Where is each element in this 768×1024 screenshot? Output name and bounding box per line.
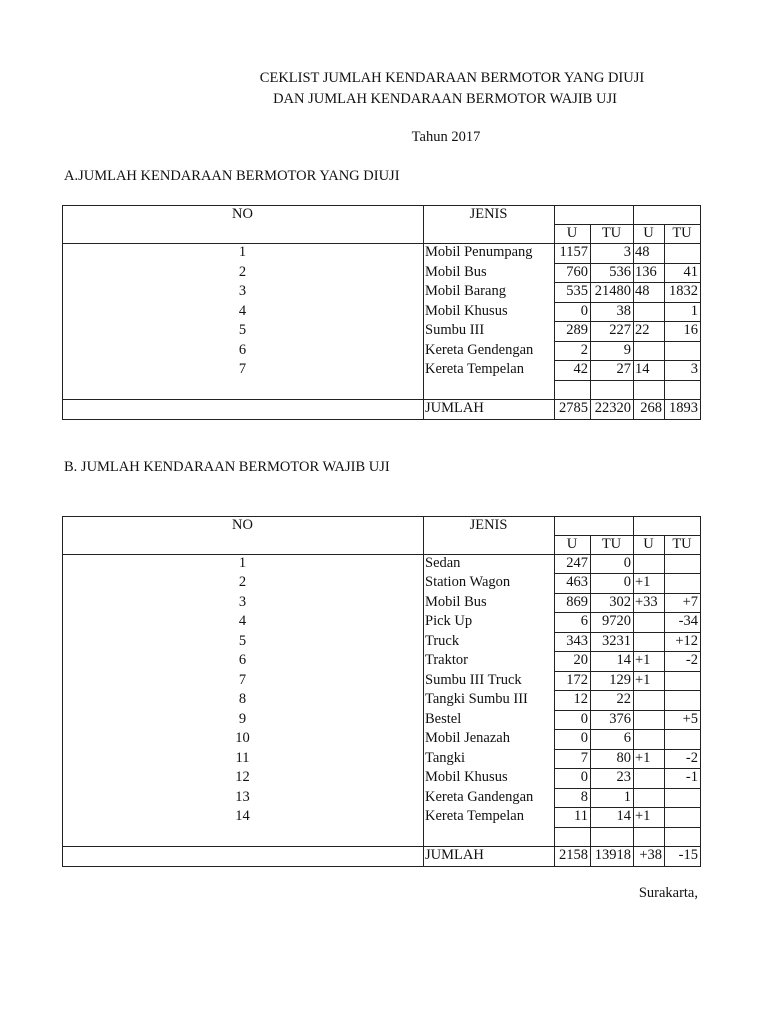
total-bln-u: 268: [640, 400, 662, 416]
subheader-u: U: [643, 535, 654, 552]
row-sd-tu: 21480: [594, 283, 631, 299]
row-bln-tu: 16: [683, 322, 698, 338]
row-jenis: Tangki Sumbu III: [425, 691, 528, 707]
row-sd-u: 20: [573, 652, 588, 668]
row-number: 3: [238, 593, 247, 610]
row-number: 5: [238, 632, 247, 649]
row-number: 11: [235, 749, 250, 766]
row-sd-tu: 22: [616, 691, 631, 707]
row-sd-u: 0: [580, 302, 588, 319]
footer-place: Surakarta,: [638, 885, 698, 901]
document-title-line2: DAN JUMLAH KENDARAAN BERMOTOR WAJIB UJI: [273, 91, 617, 107]
row-sd-u: 12: [573, 691, 588, 707]
row-sd-tu: 0: [623, 574, 631, 590]
row-number: 8: [238, 691, 247, 707]
row-bln-u: 48: [635, 244, 650, 260]
table-col-divider: [633, 516, 634, 866]
row-jenis: Sumbu III: [425, 322, 485, 338]
row-number: 6: [238, 652, 247, 668]
row-jenis: Mobil Bus: [425, 263, 487, 280]
row-sd-tu: 129: [609, 671, 631, 688]
row-jenis: Tangki: [425, 749, 466, 766]
row-number: 10: [235, 730, 250, 746]
table-border-right: [700, 516, 701, 866]
header-no: NO: [232, 206, 253, 222]
row-bln-tu: 41: [683, 263, 698, 280]
row-jenis: Mobil Bus: [425, 593, 487, 610]
table-col-divider: [664, 535, 665, 866]
total-bln-tu: 1893: [669, 400, 698, 416]
row-jenis: Mobil Penumpang: [425, 244, 533, 260]
table-col-divider: [590, 535, 591, 866]
row-bln-u: +33: [635, 593, 658, 610]
row-sd-u: 0: [580, 769, 588, 785]
row-number: 5: [238, 322, 247, 338]
table-col-divider: [633, 205, 634, 419]
row-jenis: Truck: [425, 632, 460, 649]
row-number: 3: [238, 283, 247, 299]
row-sd-tu: 80: [616, 749, 631, 766]
table-col-divider: [590, 224, 591, 419]
row-bln-tu: +5: [682, 710, 698, 727]
section-a-heading: A.JUMLAH KENDARAAN BERMOTOR YANG DIUJI: [64, 168, 400, 184]
total-bln-tu: -15: [678, 847, 698, 863]
row-bln-u: 48: [635, 283, 650, 299]
subheader-u: U: [566, 225, 578, 241]
row-bln-tu: -1: [685, 769, 698, 785]
row-bln-tu: 1832: [669, 283, 698, 299]
row-bln-u: +1: [635, 652, 651, 668]
table-border-bottom: [62, 866, 701, 867]
table-grid-line: [554, 380, 701, 381]
subheader-tu: TU: [672, 535, 692, 552]
row-bln-u: +1: [635, 671, 651, 688]
row-number: 7: [238, 671, 247, 688]
row-sd-tu: 227: [609, 322, 631, 338]
row-sd-tu: 376: [609, 710, 631, 727]
row-sd-tu: 302: [609, 593, 631, 610]
row-number: 9: [238, 710, 247, 727]
row-bln-u: 22: [635, 322, 650, 338]
row-jenis: Sumbu III Truck: [425, 671, 522, 688]
row-jenis: Sedan: [425, 554, 461, 571]
header-jenis: JENIS: [469, 516, 508, 533]
row-sd-u: 343: [566, 632, 588, 649]
total-sd-tu: 22320: [594, 400, 631, 416]
subheader-u: U: [643, 225, 654, 241]
row-sd-u: 535: [566, 283, 588, 299]
row-number: 2: [238, 263, 247, 280]
row-number: 7: [238, 361, 247, 377]
row-sd-tu: 14: [616, 652, 631, 668]
row-sd-tu: 14: [616, 808, 631, 824]
table-border-left: [62, 205, 63, 419]
row-sd-u: 6: [580, 613, 588, 629]
row-sd-tu: 0: [623, 554, 631, 571]
row-jenis: Mobil Khusus: [425, 302, 508, 319]
row-sd-u: 7: [580, 749, 588, 766]
total-bln-u: +38: [639, 847, 662, 863]
row-sd-u: 2: [580, 341, 588, 358]
total-label: JUMLAH: [425, 847, 484, 863]
row-bln-u: 14: [635, 361, 650, 377]
row-bln-u: +1: [635, 808, 651, 824]
row-bln-tu: -2: [685, 749, 698, 766]
subheader-tu: TU: [672, 225, 692, 241]
row-jenis: Mobil Barang: [425, 283, 506, 299]
row-bln-tu: +12: [675, 632, 698, 649]
row-bln-tu: 3: [690, 361, 698, 377]
row-sd-tu: 38: [616, 302, 631, 319]
row-number: 2: [238, 574, 247, 590]
row-jenis: Station Wagon: [425, 574, 511, 590]
row-jenis: Pick Up: [425, 613, 473, 629]
total-sd-u: 2785: [559, 400, 588, 416]
row-bln-tu: -34: [678, 613, 698, 629]
row-sd-u: 0: [580, 710, 588, 727]
total-label: JUMLAH: [425, 400, 484, 416]
row-jenis: Mobil Khusus: [425, 769, 508, 785]
row-sd-tu: 1: [623, 788, 631, 805]
row-sd-u: 172: [566, 671, 588, 688]
row-sd-u: 42: [573, 361, 588, 377]
row-number: 6: [238, 341, 247, 358]
row-jenis: Traktor: [425, 652, 468, 668]
row-sd-u: 11: [574, 808, 588, 824]
row-bln-tu: -2: [685, 652, 698, 668]
document-year: Tahun 2017: [411, 129, 481, 145]
subheader-u: U: [566, 535, 578, 552]
row-sd-u: 869: [566, 593, 588, 610]
row-jenis: Kereta Gendengan: [425, 341, 534, 358]
row-number: 4: [238, 613, 247, 629]
subheader-tu: TU: [601, 225, 622, 241]
row-sd-u: 463: [566, 574, 588, 590]
row-number: 13: [235, 788, 250, 805]
row-sd-tu: 3: [623, 244, 631, 260]
total-sd-tu: 13918: [594, 847, 631, 863]
table-border-bottom: [62, 419, 701, 420]
row-jenis: Mobil Jenazah: [425, 730, 510, 746]
row-sd-u: 760: [566, 263, 588, 280]
row-sd-tu: 6: [623, 730, 631, 746]
header-jenis: JENIS: [469, 206, 508, 222]
row-jenis: Kereta Tempelan: [425, 361, 524, 377]
row-sd-u: 289: [566, 322, 588, 338]
row-bln-u: +1: [635, 749, 651, 766]
table-col-divider: [423, 205, 424, 419]
subheader-tu: TU: [601, 535, 622, 552]
row-number: 1: [238, 244, 247, 260]
row-sd-tu: 3231: [602, 632, 631, 649]
table-col-divider: [664, 224, 665, 419]
row-jenis: Bestel: [425, 710, 462, 727]
row-number: 1: [238, 554, 247, 571]
row-sd-tu: 9720: [602, 613, 631, 629]
table-border-left: [62, 516, 63, 866]
table-grid-line: [554, 827, 701, 828]
row-sd-tu: 536: [609, 263, 631, 280]
row-jenis: Kereta Tempelan: [425, 808, 524, 824]
row-sd-u: 0: [580, 730, 588, 746]
table-col-divider: [423, 516, 424, 866]
total-sd-u: 2158: [559, 847, 588, 863]
header-no: NO: [232, 516, 253, 533]
row-sd-tu: 9: [623, 341, 631, 358]
row-sd-u: 247: [566, 554, 588, 571]
row-sd-u: 8: [580, 788, 588, 805]
table-border-right: [700, 205, 701, 419]
section-b-heading: B. JUMLAH KENDARAAN BERMOTOR WAJIB UJI: [64, 459, 390, 475]
row-sd-tu: 23: [616, 769, 631, 785]
row-sd-tu: 27: [616, 361, 631, 377]
row-bln-u: +1: [635, 574, 651, 590]
row-number: 12: [235, 769, 250, 785]
row-number: 4: [238, 302, 247, 319]
document-title-line1: CEKLIST JUMLAH KENDARAAN BERMOTOR YANG DIUJI: [259, 70, 645, 86]
row-bln-tu: 1: [690, 302, 698, 319]
row-jenis: Kereta Gandengan: [425, 788, 534, 805]
row-bln-tu: +7: [682, 593, 698, 610]
row-sd-u: 1157: [559, 244, 588, 260]
row-number: 14: [235, 808, 250, 824]
row-bln-u: 136: [635, 263, 657, 280]
